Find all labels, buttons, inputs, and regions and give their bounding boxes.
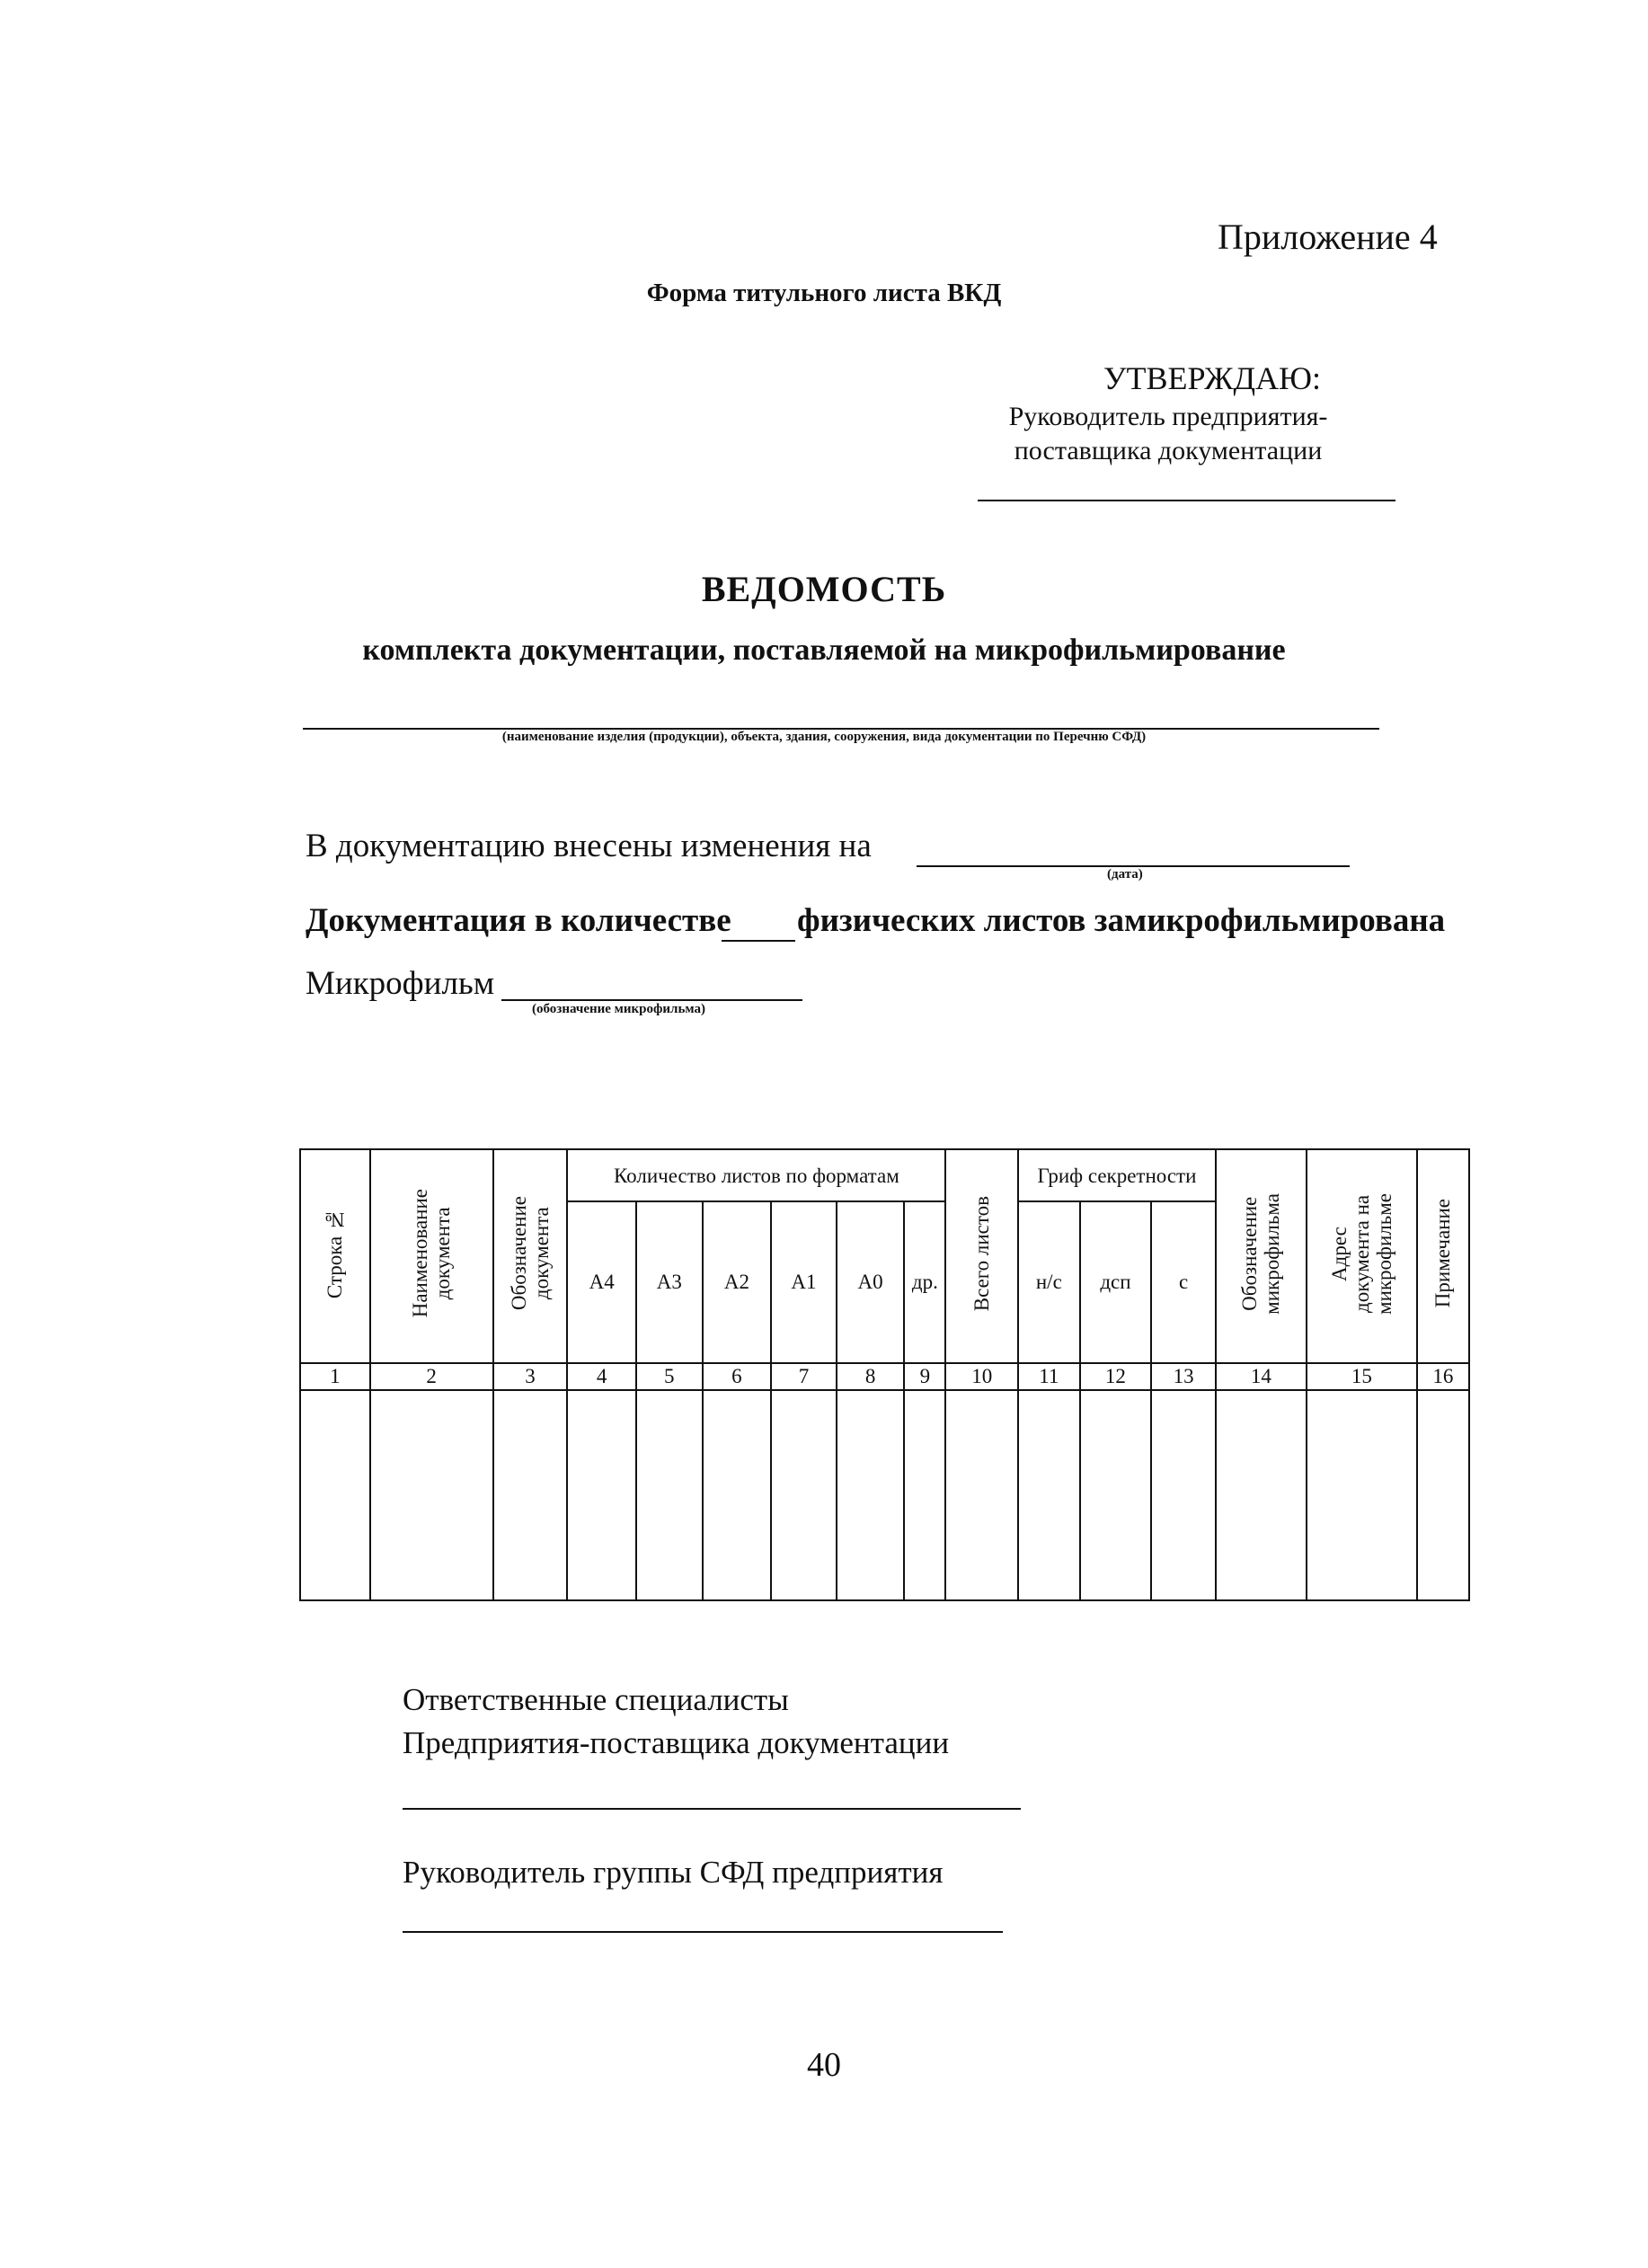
- header-doc-name: Наименование документа: [370, 1149, 493, 1363]
- microfilm-label: Микрофильм: [306, 965, 495, 1002]
- format-cell: А4: [567, 1201, 636, 1363]
- column-number: 7: [771, 1363, 837, 1390]
- secrecy-cell: дсп: [1080, 1201, 1152, 1363]
- specialists-line1: Ответственные специалисты: [403, 1682, 789, 1717]
- column-number: 10: [945, 1363, 1018, 1390]
- header-row-no: Строка №: [300, 1149, 370, 1363]
- secrecy-cell: н/с: [1018, 1201, 1079, 1363]
- header-secrecy-group: Гриф секретности: [1018, 1149, 1216, 1201]
- column-number: 15: [1307, 1363, 1417, 1390]
- header-doc-designation: Обозначение документа: [493, 1149, 568, 1363]
- document-subtitle: комплекта документации, поставляемой на микрофильмирование: [362, 633, 1286, 667]
- changes-text: В документацию внесены изменения на: [306, 828, 872, 864]
- format-cell: др.: [904, 1201, 945, 1363]
- column-number: 3: [493, 1363, 568, 1390]
- column-number: 8: [837, 1363, 905, 1390]
- column-number: 1: [300, 1363, 370, 1390]
- data-cell: [904, 1390, 945, 1600]
- specialists-line2: Предприятия-поставщика документации: [403, 1725, 950, 1760]
- data-cell: [567, 1390, 636, 1600]
- date-caption: (дата): [1107, 867, 1143, 882]
- secrecy-cell: с: [1151, 1201, 1216, 1363]
- approval-label: УТВЕРЖДАЮ:: [1103, 360, 1322, 396]
- sfd-head-signature-line: [403, 1931, 1003, 1933]
- column-number: 6: [703, 1363, 772, 1390]
- header-total-sheets: Всего листов: [945, 1149, 1018, 1363]
- count-line: [722, 940, 795, 942]
- count-suffix: физических листов замикрофильмирована: [797, 902, 1446, 939]
- column-number: 11: [1018, 1363, 1079, 1390]
- format-cell: А2: [703, 1201, 772, 1363]
- object-name-caption: (наименование изделия (продукции), объекта, здания, сооружения, вида документации по Перечню СФД): [501, 730, 1147, 744]
- column-number: 16: [1417, 1363, 1469, 1390]
- data-cell: [703, 1390, 772, 1600]
- approval-role: [979, 400, 1357, 468]
- format-cell: А1: [771, 1201, 837, 1363]
- data-cell: [1216, 1390, 1307, 1600]
- data-cell: [1080, 1390, 1152, 1600]
- approval-signature-line: [978, 500, 1395, 501]
- form-title: Форма титульного листа ВКД: [646, 279, 1002, 307]
- table-row: [300, 1390, 1469, 1600]
- page-number: 40: [807, 2046, 841, 2084]
- data-cell: [1307, 1390, 1417, 1600]
- format-cell: А3: [636, 1201, 703, 1363]
- header-microfilm: Обозначение микрофильма: [1216, 1149, 1307, 1363]
- document-set-table: [299, 1148, 1470, 1601]
- data-cell: [945, 1390, 1018, 1600]
- column-number: 4: [567, 1363, 636, 1390]
- header-address: Адрес документа на микрофильме: [1307, 1149, 1417, 1363]
- data-cell: [636, 1390, 703, 1600]
- count-prefix: Документация в количестве: [306, 902, 731, 939]
- data-cell: [1018, 1390, 1079, 1600]
- column-number: 2: [370, 1363, 493, 1390]
- document-title: ВЕДОМОСТЬ: [701, 569, 947, 609]
- microfilm-line: [501, 999, 802, 1001]
- header-formats-group: Количество листов по форматам: [567, 1149, 945, 1201]
- data-cell: [300, 1390, 370, 1600]
- approval-role-line1: Руководитель предприятия-: [1008, 402, 1328, 431]
- data-cell: [370, 1390, 493, 1600]
- approval-role-line2: поставщика документации: [1014, 436, 1323, 465]
- data-cell: [771, 1390, 837, 1600]
- sfd-head-label: Руководитель группы СФД предприятия: [403, 1855, 944, 1890]
- column-number: 13: [1151, 1363, 1216, 1390]
- data-cell: [1417, 1390, 1469, 1600]
- microfilm-caption: (обозначение микрофильма): [532, 1002, 706, 1016]
- appendix-label: Приложение 4: [1218, 217, 1438, 257]
- column-number-row: [300, 1363, 1469, 1390]
- header-note: Примечание: [1417, 1149, 1469, 1363]
- data-cell: [493, 1390, 568, 1600]
- format-cell: А0: [837, 1201, 905, 1363]
- specialists-signature-line: [403, 1808, 1021, 1810]
- data-cell: [837, 1390, 905, 1600]
- data-cell: [1151, 1390, 1216, 1600]
- column-number: 14: [1216, 1363, 1307, 1390]
- column-number: 5: [636, 1363, 703, 1390]
- column-number: 9: [904, 1363, 945, 1390]
- column-number: 12: [1080, 1363, 1152, 1390]
